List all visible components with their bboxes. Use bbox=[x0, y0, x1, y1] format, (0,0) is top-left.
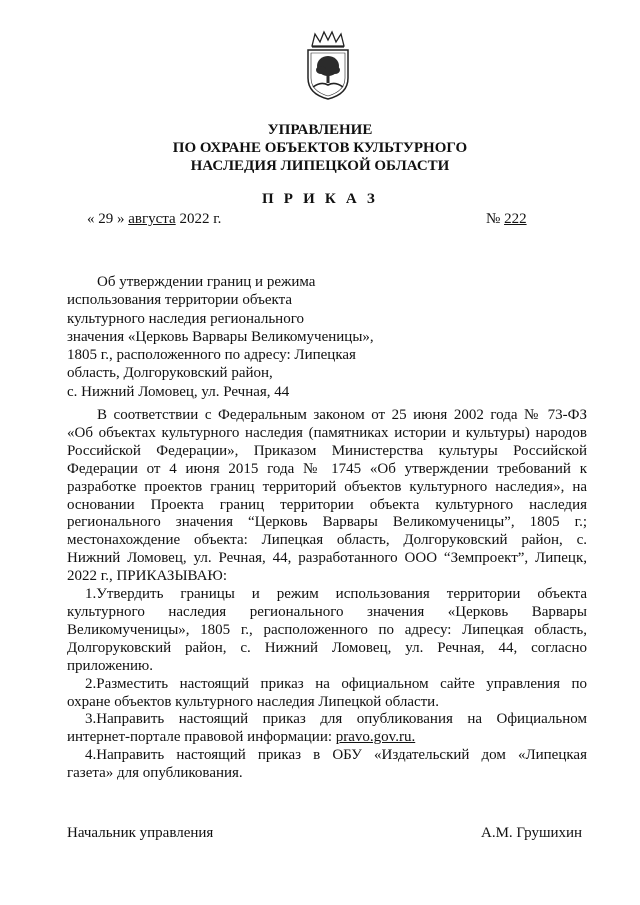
lipetsk-coat-of-arms-icon bbox=[303, 30, 353, 100]
subject-line: значения «Церковь Варвары Великомученицы», bbox=[67, 328, 374, 345]
body-line: 2022 г., ПРИКАЗЫВАЮ: bbox=[67, 568, 228, 585]
body-line: Нижний Ломовец, ул. Речная, 44, разработанного ООО “Земпроект”, Липецк, bbox=[67, 550, 587, 567]
org-line: НАСЛЕДИЯ ЛИПЕЦКОЙ ОБЛАСТИ bbox=[190, 158, 450, 174]
subject-line: с. Нижний Ломовец, ул. Речная, 44 bbox=[67, 383, 290, 400]
date-year: 2022 г. bbox=[179, 211, 222, 227]
org-line: УПРАВЛЕНИЕ bbox=[267, 122, 373, 138]
item-3-line bbox=[67, 729, 587, 747]
body-line: местонахождение объекта: Липецкая область, Долгоруковский район, с. bbox=[67, 532, 587, 549]
item-1-line: 1.Утвердить границы и режим использования территории объекта bbox=[85, 586, 587, 603]
subject-line: область, Долгоруковский район, bbox=[67, 365, 273, 382]
item-2-line: охране объектов культурного наследия Липецкой области. bbox=[67, 693, 439, 710]
number-label: № bbox=[486, 211, 501, 227]
order-date bbox=[87, 211, 221, 228]
body-line: «Об объектах культурного наследия (памятниках истории и культуры) народов bbox=[67, 424, 587, 441]
date-month: августа bbox=[128, 211, 176, 227]
document-type-title: П Р И К А З bbox=[261, 191, 379, 207]
signature-position: Начальник управления bbox=[67, 825, 214, 841]
organization-name bbox=[0, 121, 640, 175]
body-line: Российской Федерации», Приказом Министерства культуры Российской bbox=[67, 442, 587, 459]
pravo-gov-link[interactable]: pravo.gov.ru. bbox=[335, 729, 416, 746]
subject-line: Об утверждении границ и режима bbox=[97, 274, 316, 290]
order-body bbox=[67, 407, 587, 783]
order-subject bbox=[67, 273, 407, 401]
org-line: ПО ОХРАНЕ ОБЪЕКТОВ КУЛЬТУРНОГО bbox=[172, 140, 468, 156]
item-3-line: 3.Направить настоящий приказ для опубликования на Официальном bbox=[85, 711, 587, 728]
subject-line: использования территории объекта bbox=[67, 292, 292, 309]
body-line: разработке проектов границ территорий объектов культурного наследия», на bbox=[67, 478, 587, 495]
item-4-line: газета» для опубликования. bbox=[67, 765, 243, 782]
item-1-line: приложению. bbox=[67, 657, 154, 674]
subject-line: культурного наследия регионального bbox=[67, 310, 304, 327]
body-line: В соответствии с Федеральным законом от 25 июня 2002 года № 73-ФЗ bbox=[97, 407, 587, 423]
body-line: Федерации от 4 июня 2015 года № 1745 «Об утверждении требований к bbox=[67, 460, 587, 477]
subject-line: 1805 г., расположенного по адресу: Липецкая bbox=[67, 347, 356, 364]
body-line: основании Проекта границ территории объекта культурного наследия bbox=[67, 496, 587, 513]
item-1-line: Великомученицы», 1805 г., расположенного по адресу: Липецкая область, bbox=[67, 621, 587, 638]
order-number bbox=[486, 211, 527, 228]
body-line: регионального значения “Церковь Варвары Великомученицы”, 1805 г.; bbox=[67, 514, 587, 531]
item-3-text: интернет-портале правовой информации: bbox=[67, 729, 336, 746]
item-2-line: 2.Разместить настоящий приказ на официальном сайте управления по bbox=[85, 675, 587, 692]
date-day: « 29 » bbox=[87, 211, 125, 227]
number-value: 222 bbox=[504, 211, 527, 227]
item-1-line: Долгоруковский район, с. Нижний Ломовец, ул. Речная, 44, согласно bbox=[67, 639, 587, 656]
signature-name: А.М. Грушихин bbox=[481, 825, 583, 841]
item-4-line: 4.Направить настоящий приказ в ОБУ «Издательский дом «Липецкая bbox=[85, 747, 587, 764]
item-1-line: культурного наследия регионального значения «Церковь Варвары bbox=[67, 603, 587, 620]
